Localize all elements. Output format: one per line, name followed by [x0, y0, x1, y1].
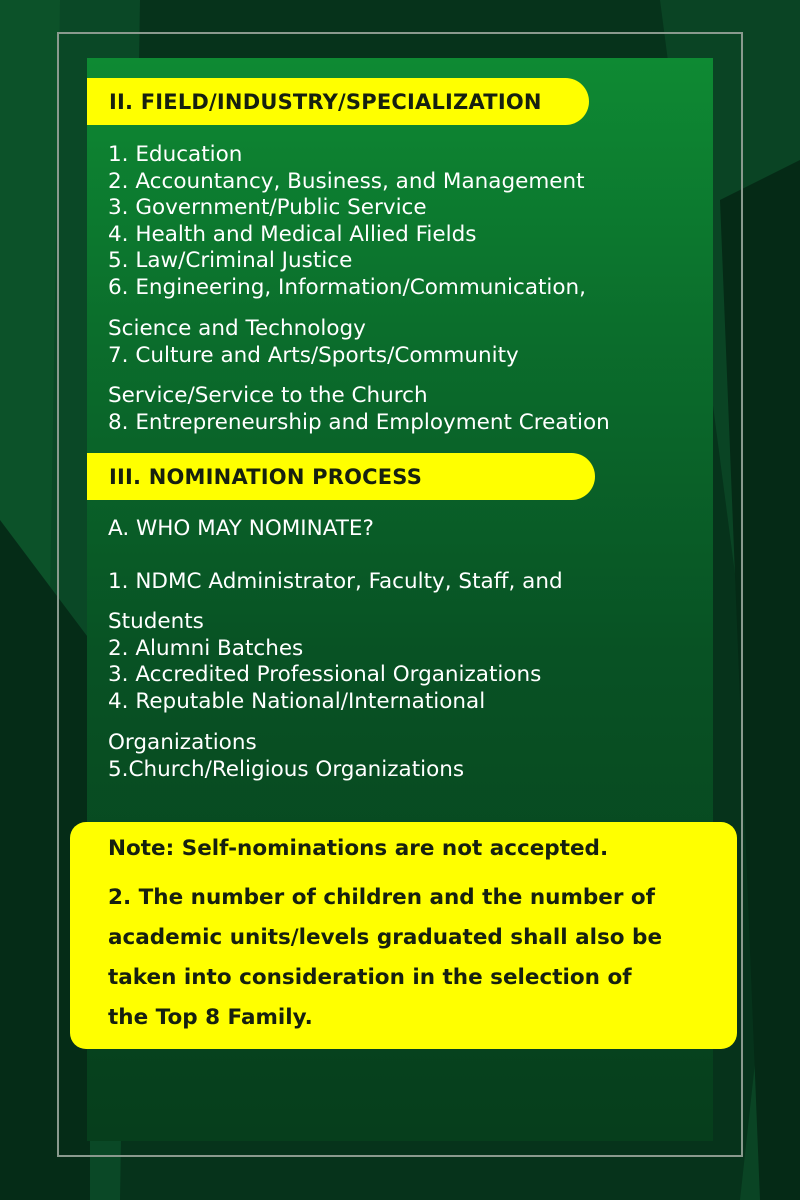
list-item: 1. NDMC Administrator, Faculty, Staff, and	[108, 569, 563, 594]
nominator-list-part-2	[108, 609, 541, 715]
list-item: 5.Church/Religious Organizations	[108, 756, 465, 782]
list-item: Science and Technology	[108, 316, 366, 341]
nominator-list-part-1	[108, 569, 563, 596]
list-item: Students	[108, 609, 204, 634]
field-section-heading: II. FIELD/INDUSTRY/SPECIALIZATION	[87, 78, 589, 125]
note-line: 2. The number of children and the number of	[108, 885, 656, 910]
field-list-part-3	[108, 383, 610, 436]
nominator-list-part-3	[108, 730, 464, 783]
subheading-text: A. WHO MAY NOMINATE?	[108, 516, 374, 541]
list-item: 5. Law/Criminal Justice	[108, 248, 353, 273]
list-item: 3. Accredited Professional Organizations	[108, 662, 542, 687]
nomination-section-heading: III. NOMINATION PROCESS	[87, 453, 595, 500]
list-item: 2. Accountancy, Business, and Management	[108, 168, 585, 194]
list-item: 8. Entrepreneurship and Employment Creation	[108, 409, 610, 435]
who-may-nominate-subheading	[108, 516, 374, 543]
list-item: 7. Culture and Arts/Sports/Community	[108, 342, 519, 368]
list-item: 3. Government/Public Service	[108, 195, 427, 220]
note-line: the Top 8 Family.	[108, 1005, 313, 1030]
field-list-part-2	[108, 316, 519, 369]
note-box	[70, 822, 737, 1049]
note-line: academic units/levels graduated shall also be	[108, 925, 663, 950]
field-list-part-1	[108, 142, 586, 301]
list-item: 4. Reputable National/International	[108, 688, 486, 714]
list-item: 6. Engineering, Information/Communication,	[108, 274, 587, 300]
list-item: 2. Alumni Batches	[108, 635, 304, 661]
list-item: 4. Health and Medical Allied Fields	[108, 221, 477, 247]
list-item: Service/Service to the Church	[108, 383, 428, 408]
note-line: Note: Self-nominations are not accepted.	[108, 836, 609, 861]
note-line: taken into consideration in the selection of	[108, 965, 632, 990]
list-item: Organizations	[108, 730, 257, 755]
list-item: 1. Education	[108, 142, 243, 167]
